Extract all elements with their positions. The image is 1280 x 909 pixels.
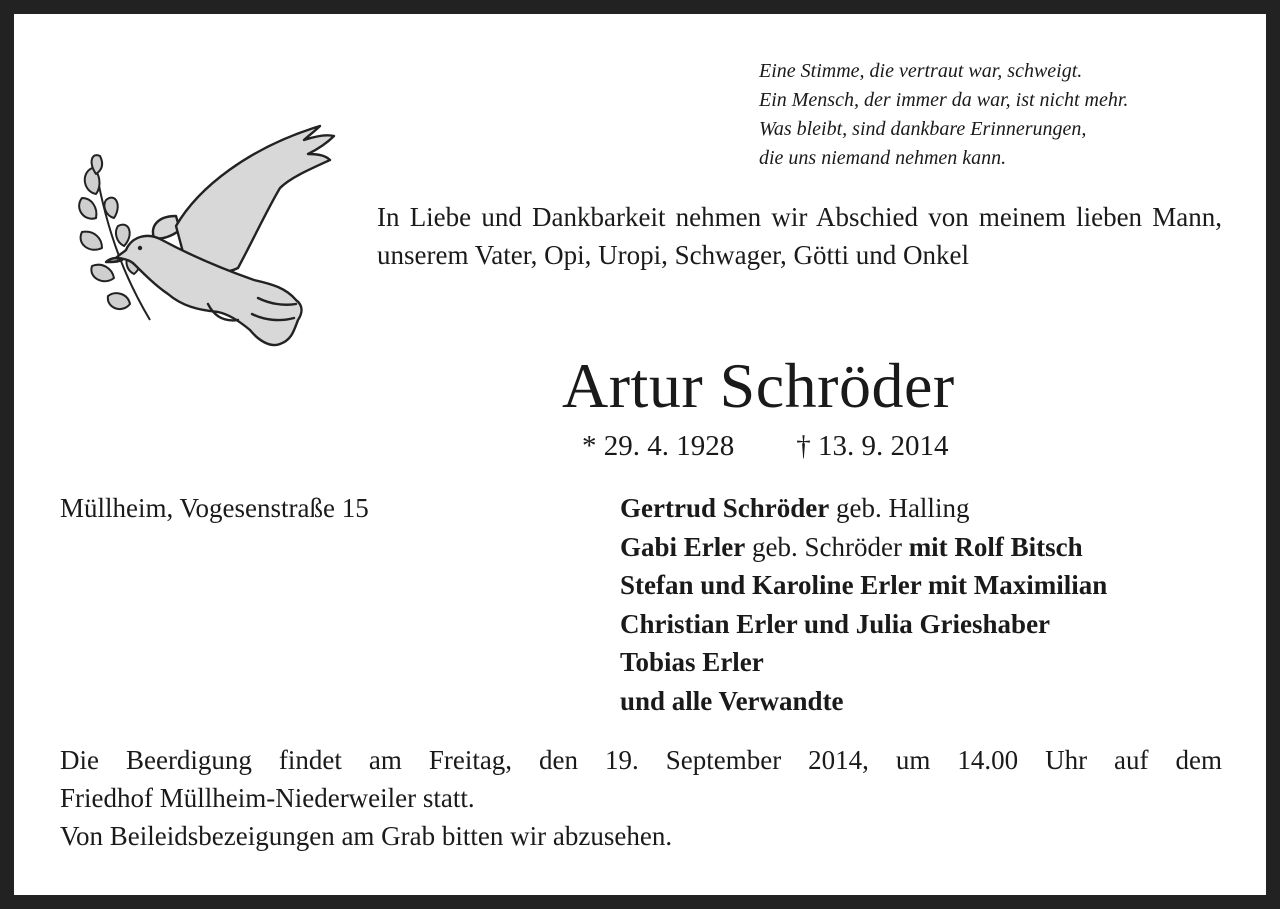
family-line: und alle Verwandte — [620, 685, 844, 716]
family-line — [620, 528, 1107, 567]
family-list — [620, 489, 1107, 720]
funeral-info — [60, 741, 1222, 855]
family-name: Gabi Erler — [620, 531, 746, 562]
family-line: Tobias Erler — [620, 647, 764, 677]
family-note: geb. Halling — [829, 493, 970, 523]
funeral-info-line: Die Beerdigung findet am Freitag, den 19. September 2014, um 14.00 Uhr auf dem — [60, 745, 1222, 775]
quote-line: Ein Mensch, der immer da war, ist nicht mehr. — [759, 89, 1129, 111]
address: Müllheim, Vogesenstraße 15 — [60, 493, 369, 523]
family-name: Gertrud Schröder — [620, 493, 830, 523]
family-line: Christian Erler und Julia Grieshaber — [620, 608, 1051, 639]
death-date: † 13. 9. 2014 — [796, 430, 949, 462]
memorial-quote — [759, 57, 1128, 173]
quote-line: die uns niemand nehmen kann. — [759, 147, 1007, 169]
intro-text: In Liebe und Dankbarkeit nehmen wir Abschied von meinem lieben Mann, unserem Vater, Opi, Uropi, Schwager, Götti und Onkel — [377, 202, 1222, 270]
family-note: geb. Schröder — [745, 531, 909, 562]
family-line — [620, 489, 1107, 528]
quote-line: Eine Stimme, die vertraut war, schweigt. — [759, 60, 1083, 82]
family-name: mit Rolf Bitsch — [908, 531, 1083, 562]
life-dates — [582, 426, 949, 466]
deceased-name: Artur Schröder — [562, 350, 955, 421]
funeral-info-line: Von Beileidsbezeigungen am Grab bitten wir abzusehen. — [60, 821, 673, 851]
dove-with-olive-branch-icon — [58, 108, 338, 348]
obituary-notice — [14, 14, 1266, 895]
family-line: Stefan und Karoline Erler mit Maximilian — [620, 570, 1108, 600]
birth-date: * 29. 4. 1928 — [582, 430, 735, 462]
funeral-info-line: Friedhof Müllheim-Niederweiler statt. — [60, 783, 475, 813]
quote-line: Was bleibt, sind dankbare Erinnerungen, — [759, 118, 1087, 140]
